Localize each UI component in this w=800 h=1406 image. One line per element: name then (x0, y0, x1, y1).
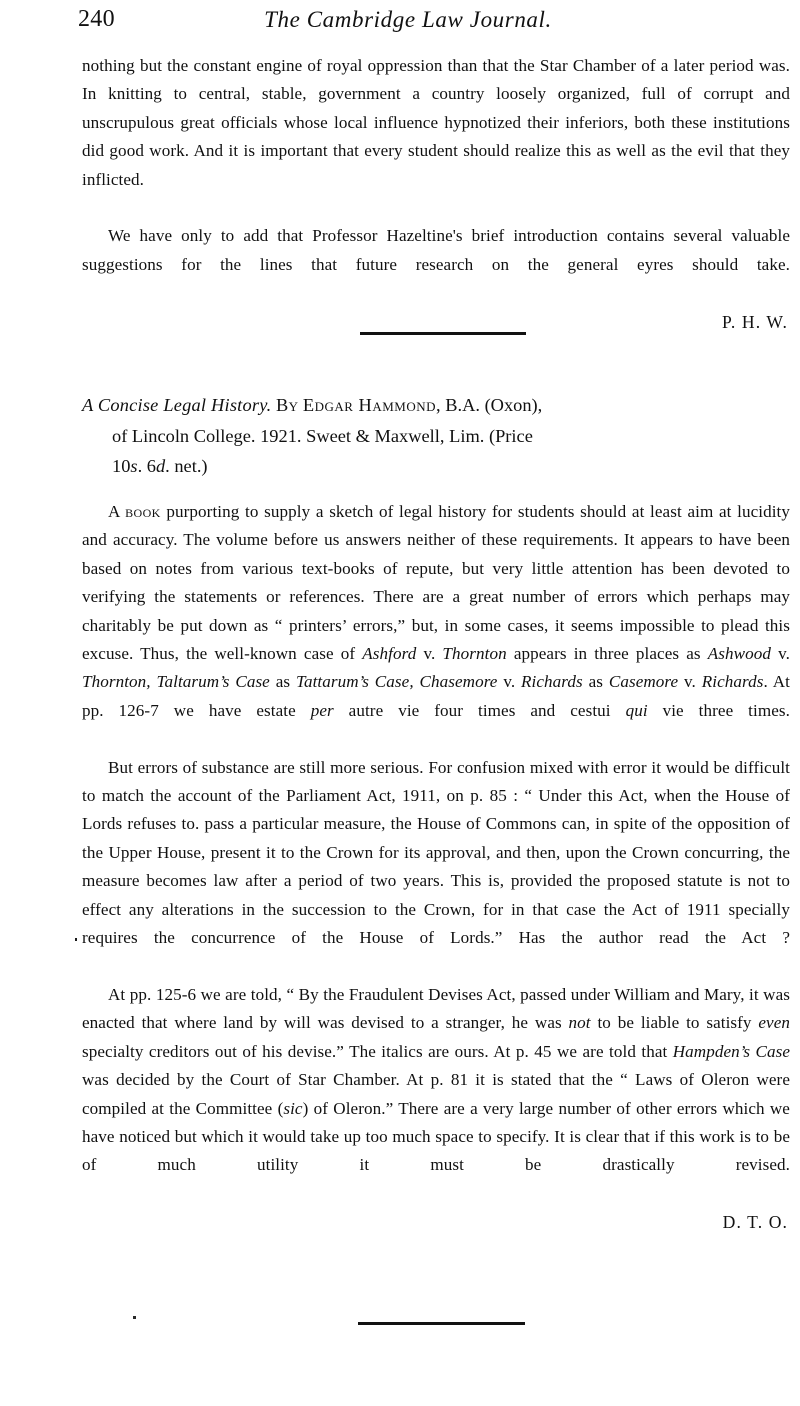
text-run: to be liable to satisfy (590, 1013, 759, 1033)
paragraph-continuation (82, 52, 790, 222)
emphasis-run: Richards (701, 672, 764, 692)
text-run: At pp. 125-6 we are told, “ By the Fraudulent Devises Act, passed under William and Mary, it was enacted that where land by will was devised to a stranger, he was (82, 984, 790, 1033)
emphasis-run: Casemore (608, 672, 679, 692)
section-divider-rule-bottom (358, 1322, 525, 1325)
text-run: purporting to supply a sketch of legal history for students should at least aim at lucidity and accuracy. The volume before us answers neither of these requirements. It appears to have been based on notes from various text-books of repute, but very little attention has been devoted to verifying the statements or references. There are a great number of errors which perhaps may charitably be put down as “ printers’ errors,” but, in some cases, it seems impossible to plead this excuse. Thus, the well-known case of (82, 502, 790, 664)
price-pence: d (155, 456, 166, 477)
book-citation-heading (82, 390, 800, 482)
price-tail: . net.) (165, 456, 208, 477)
running-head (78, 6, 790, 38)
paragraph (82, 222, 790, 307)
review-two-body (82, 498, 790, 1264)
price-separator: . 6 (137, 456, 156, 477)
emphasis-run: Tattarum’s Case, Chasemore (295, 672, 498, 692)
by-label: By (276, 395, 299, 415)
text-run: nothing but the constant engine of royal oppression than that the Star Chamber of a later period was. In knitting to central, stable, government a country loosely organized, full of corrupt and unscrupulous great officials whose local influence hypnotized their inferiors, both these institutions did good work. And it is important that every student should realize this as well as the evil that they inflicted. (82, 56, 790, 189)
text-run: appears in three places as (506, 644, 708, 664)
price-shillings: s (130, 456, 138, 477)
emphasis-run: per (310, 700, 334, 720)
page-folio: 240 (78, 6, 115, 32)
text-run: autre vie four times and cestui (333, 700, 626, 720)
emphasis-run: Thornton, Taltarum’s Case (82, 672, 270, 692)
text-run: . At pp. 126-7 we have estate (82, 672, 790, 720)
citation-first-line (82, 390, 800, 421)
emphasis-run: Ashwood (707, 644, 771, 664)
text-run: as (269, 672, 296, 692)
reviewer-initials-top: P. H. W. (721, 311, 788, 332)
emphasis-run: even (758, 1013, 790, 1033)
author-place: (Oxon), (484, 395, 543, 415)
text-run: v. (497, 672, 522, 692)
reviewer-initials-bottom: D. T. O. (722, 1212, 788, 1233)
author-degree: B.A. (445, 395, 480, 415)
running-title: The Cambridge Law Journal. (264, 7, 552, 32)
emphasis-run: Ashford (362, 644, 417, 664)
review-one-body (82, 52, 790, 364)
text-run: specialty creditors out of his devise.” The italics are ours. At p. 45 we are told that (82, 1041, 673, 1061)
emphasis-run: sic (283, 1098, 303, 1118)
paragraph-lead-smallcaps: book (125, 502, 161, 521)
text-run: vie three times. (647, 700, 790, 720)
paragraph-opening (82, 498, 790, 754)
paragraph (82, 981, 790, 1208)
text-run: v. (416, 644, 443, 664)
author-degree-wrap: , B.A. (Oxon), (436, 395, 543, 415)
emphasis-run: Richards (521, 672, 583, 692)
text-run: was decided by the Court of Star Chamber. At p. 81 it is stated that the “ Laws of Oleron were compiled at the Committee ( (82, 1070, 790, 1118)
emphasis-run: not (568, 1013, 591, 1033)
price-number: 10 (112, 456, 131, 477)
emphasis-run: Hampden’s Case (672, 1041, 791, 1061)
text-run: as (582, 672, 609, 692)
paragraph-lead-letter: A (108, 502, 126, 521)
section-divider-rule-top (360, 332, 526, 335)
text-run: ) of Oleron.” There are a very large number of other errors which we have noticed but which it would take up too much space to specify. It is clear that if this work is to be of much utility it must be drastically revised. (82, 1098, 790, 1175)
text-run: v. (771, 644, 790, 664)
text-run: But errors of substance are still more serious. For confusion mixed with error it would be difficult to match the account of the Parliament Act, 1911, on p. 85 : “ Under this Act, when the House of Lords refuses to. pass a particular measure, the House of Commons can, in spite of the opposition of the Upper House, present it to the Crown for its approval, and then, upon the Crown concurring, the measure becomes law after a period of two years. This is, provided the proposed statute is not to effect any alterations in the succession to the Crown, for in that case the Act of 1911 specially requires the concurrence of the House of Lords.” Has the author read the Act ? (82, 757, 790, 948)
emphasis-run: qui (625, 700, 648, 720)
print-speck (133, 1316, 136, 1319)
text-run: We have only to add that Professor Hazeltine's brief introduction contains several valuable suggestions for the lines that future research on the general eyres should take. (82, 226, 790, 274)
print-speck-margin (75, 938, 77, 941)
emphasis-run: Thornton (442, 644, 507, 664)
citation-price-line (112, 456, 208, 476)
paragraph (82, 754, 790, 981)
book-author: Edgar Hammond (302, 395, 436, 415)
text-run: v. (678, 672, 702, 692)
book-title: A Concise Legal History. (82, 395, 272, 415)
citation-imprint-line: of Lincoln College. 1921. Sweet & Maxwell, Lim. (Price (112, 425, 533, 446)
